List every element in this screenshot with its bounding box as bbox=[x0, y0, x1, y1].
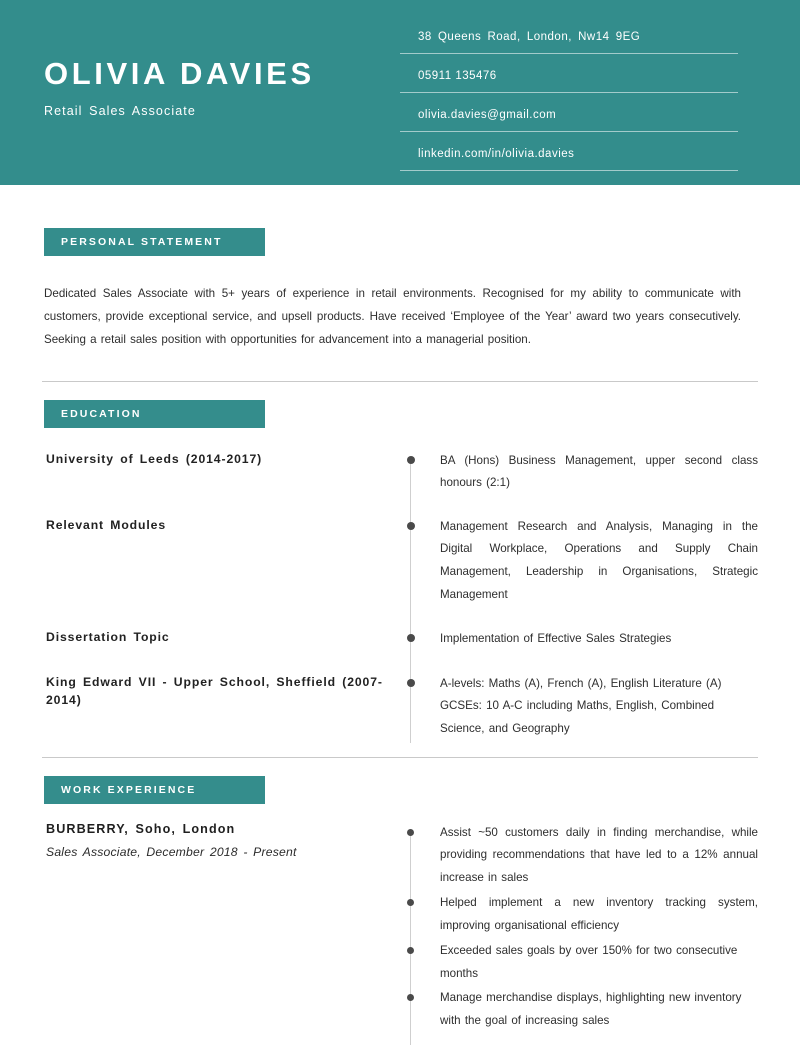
education-detail: Management Research and Analysis, Managing in the Digital Workplace, Operations and Supply Chain Management, Leadership in Organisations, Strategic Management bbox=[440, 519, 758, 602]
work-bullet-text: Helped implement a new inventory tracking system, improving organisational efficiency bbox=[440, 896, 758, 932]
work-bullet-text: Exceeded sales goals by over 150% for two consecutive months bbox=[440, 943, 738, 980]
timeline-dot-icon bbox=[407, 634, 415, 642]
education-detail: A-levels: Maths (A), French (A), English Literature (A) GCSEs: 10 A-C including Maths, English, Combined Science, and Geography bbox=[440, 676, 722, 736]
identity-block bbox=[0, 0, 400, 118]
resume-header bbox=[0, 0, 800, 185]
section-education bbox=[0, 400, 800, 743]
contact-linkedin[interactable] bbox=[400, 144, 738, 171]
contact-email-text: olivia.davies@gmail.com bbox=[418, 109, 557, 121]
education-entry bbox=[46, 516, 758, 628]
education-entry bbox=[46, 673, 758, 743]
section-work-experience bbox=[0, 776, 800, 1035]
contact-list bbox=[400, 0, 800, 171]
page-title: OLIVIA DAVIES bbox=[44, 56, 315, 91]
personal-statement-body: Dedicated Sales Associate with 5+ years of experience in retail environments. Recognised for my ability to communicate with customers, provide exceptional service, and upsell products. Have received ‘Employee of the Year’ award two years consecutively. Seeking a retail sales position with opportunities for advancement into a managerial position. bbox=[44, 287, 741, 347]
education-detail: BA (Hons) Business Management, upper second class honours (2:1) bbox=[440, 453, 758, 490]
education-detail: Implementation of Effective Sales Strategies bbox=[440, 631, 672, 645]
timeline-dot-icon bbox=[407, 679, 415, 687]
education-timeline bbox=[46, 450, 758, 743]
work-bullet bbox=[440, 822, 758, 890]
contact-phone-text: 05911 135476 bbox=[418, 70, 497, 82]
work-bullet-text: Manage merchandise displays, highlighting new inventory with the goal of increasing sales bbox=[440, 991, 742, 1028]
work-entry bbox=[46, 822, 758, 1035]
education-entry bbox=[46, 450, 758, 516]
bullet-dot-icon bbox=[407, 829, 414, 836]
bullet-dot-icon bbox=[407, 899, 414, 906]
bullet-dot-icon bbox=[407, 947, 414, 954]
work-bullet-list bbox=[440, 822, 758, 1033]
timeline-dot-icon bbox=[407, 456, 415, 464]
contact-email[interactable] bbox=[400, 105, 738, 132]
work-bullet bbox=[440, 892, 758, 938]
work-role-dates: Sales Associate, December 2018 - Present bbox=[46, 844, 297, 859]
section-heading-education: EDUCATION bbox=[44, 400, 265, 428]
education-label: King Edward VII - Upper School, Sheffield (2007-2014) bbox=[46, 674, 383, 708]
education-label: Relevant Modules bbox=[46, 517, 167, 532]
work-organisation: BURBERRY, Soho, London bbox=[46, 821, 236, 836]
work-bullet bbox=[440, 940, 758, 986]
contact-phone[interactable] bbox=[400, 66, 738, 93]
job-title: Retail Sales Associate bbox=[44, 103, 196, 118]
bullet-dot-icon bbox=[407, 994, 414, 1001]
work-timeline bbox=[46, 822, 758, 1035]
education-entry bbox=[46, 628, 758, 673]
education-label: University of Leeds (2014-2017) bbox=[46, 451, 263, 466]
work-bullet-text: Assist ~50 customers daily in finding merchandise, while providing recommendations that have led to a 12% annual increase in sales bbox=[440, 825, 758, 885]
section-personal-statement bbox=[0, 185, 800, 352]
work-bullet bbox=[440, 987, 758, 1033]
education-label: Dissertation Topic bbox=[46, 629, 170, 644]
contact-address[interactable] bbox=[400, 27, 738, 54]
contact-linkedin-text: linkedin.com/in/olivia.davies bbox=[418, 148, 575, 160]
section-heading-work-experience: WORK EXPERIENCE bbox=[44, 776, 265, 804]
contact-address-text: 38 Queens Road, London, Nw14 9EG bbox=[418, 31, 641, 43]
timeline-dot-icon bbox=[407, 522, 415, 530]
section-heading-personal-statement: PERSONAL STATEMENT bbox=[44, 228, 265, 256]
resume-body bbox=[0, 185, 800, 1035]
